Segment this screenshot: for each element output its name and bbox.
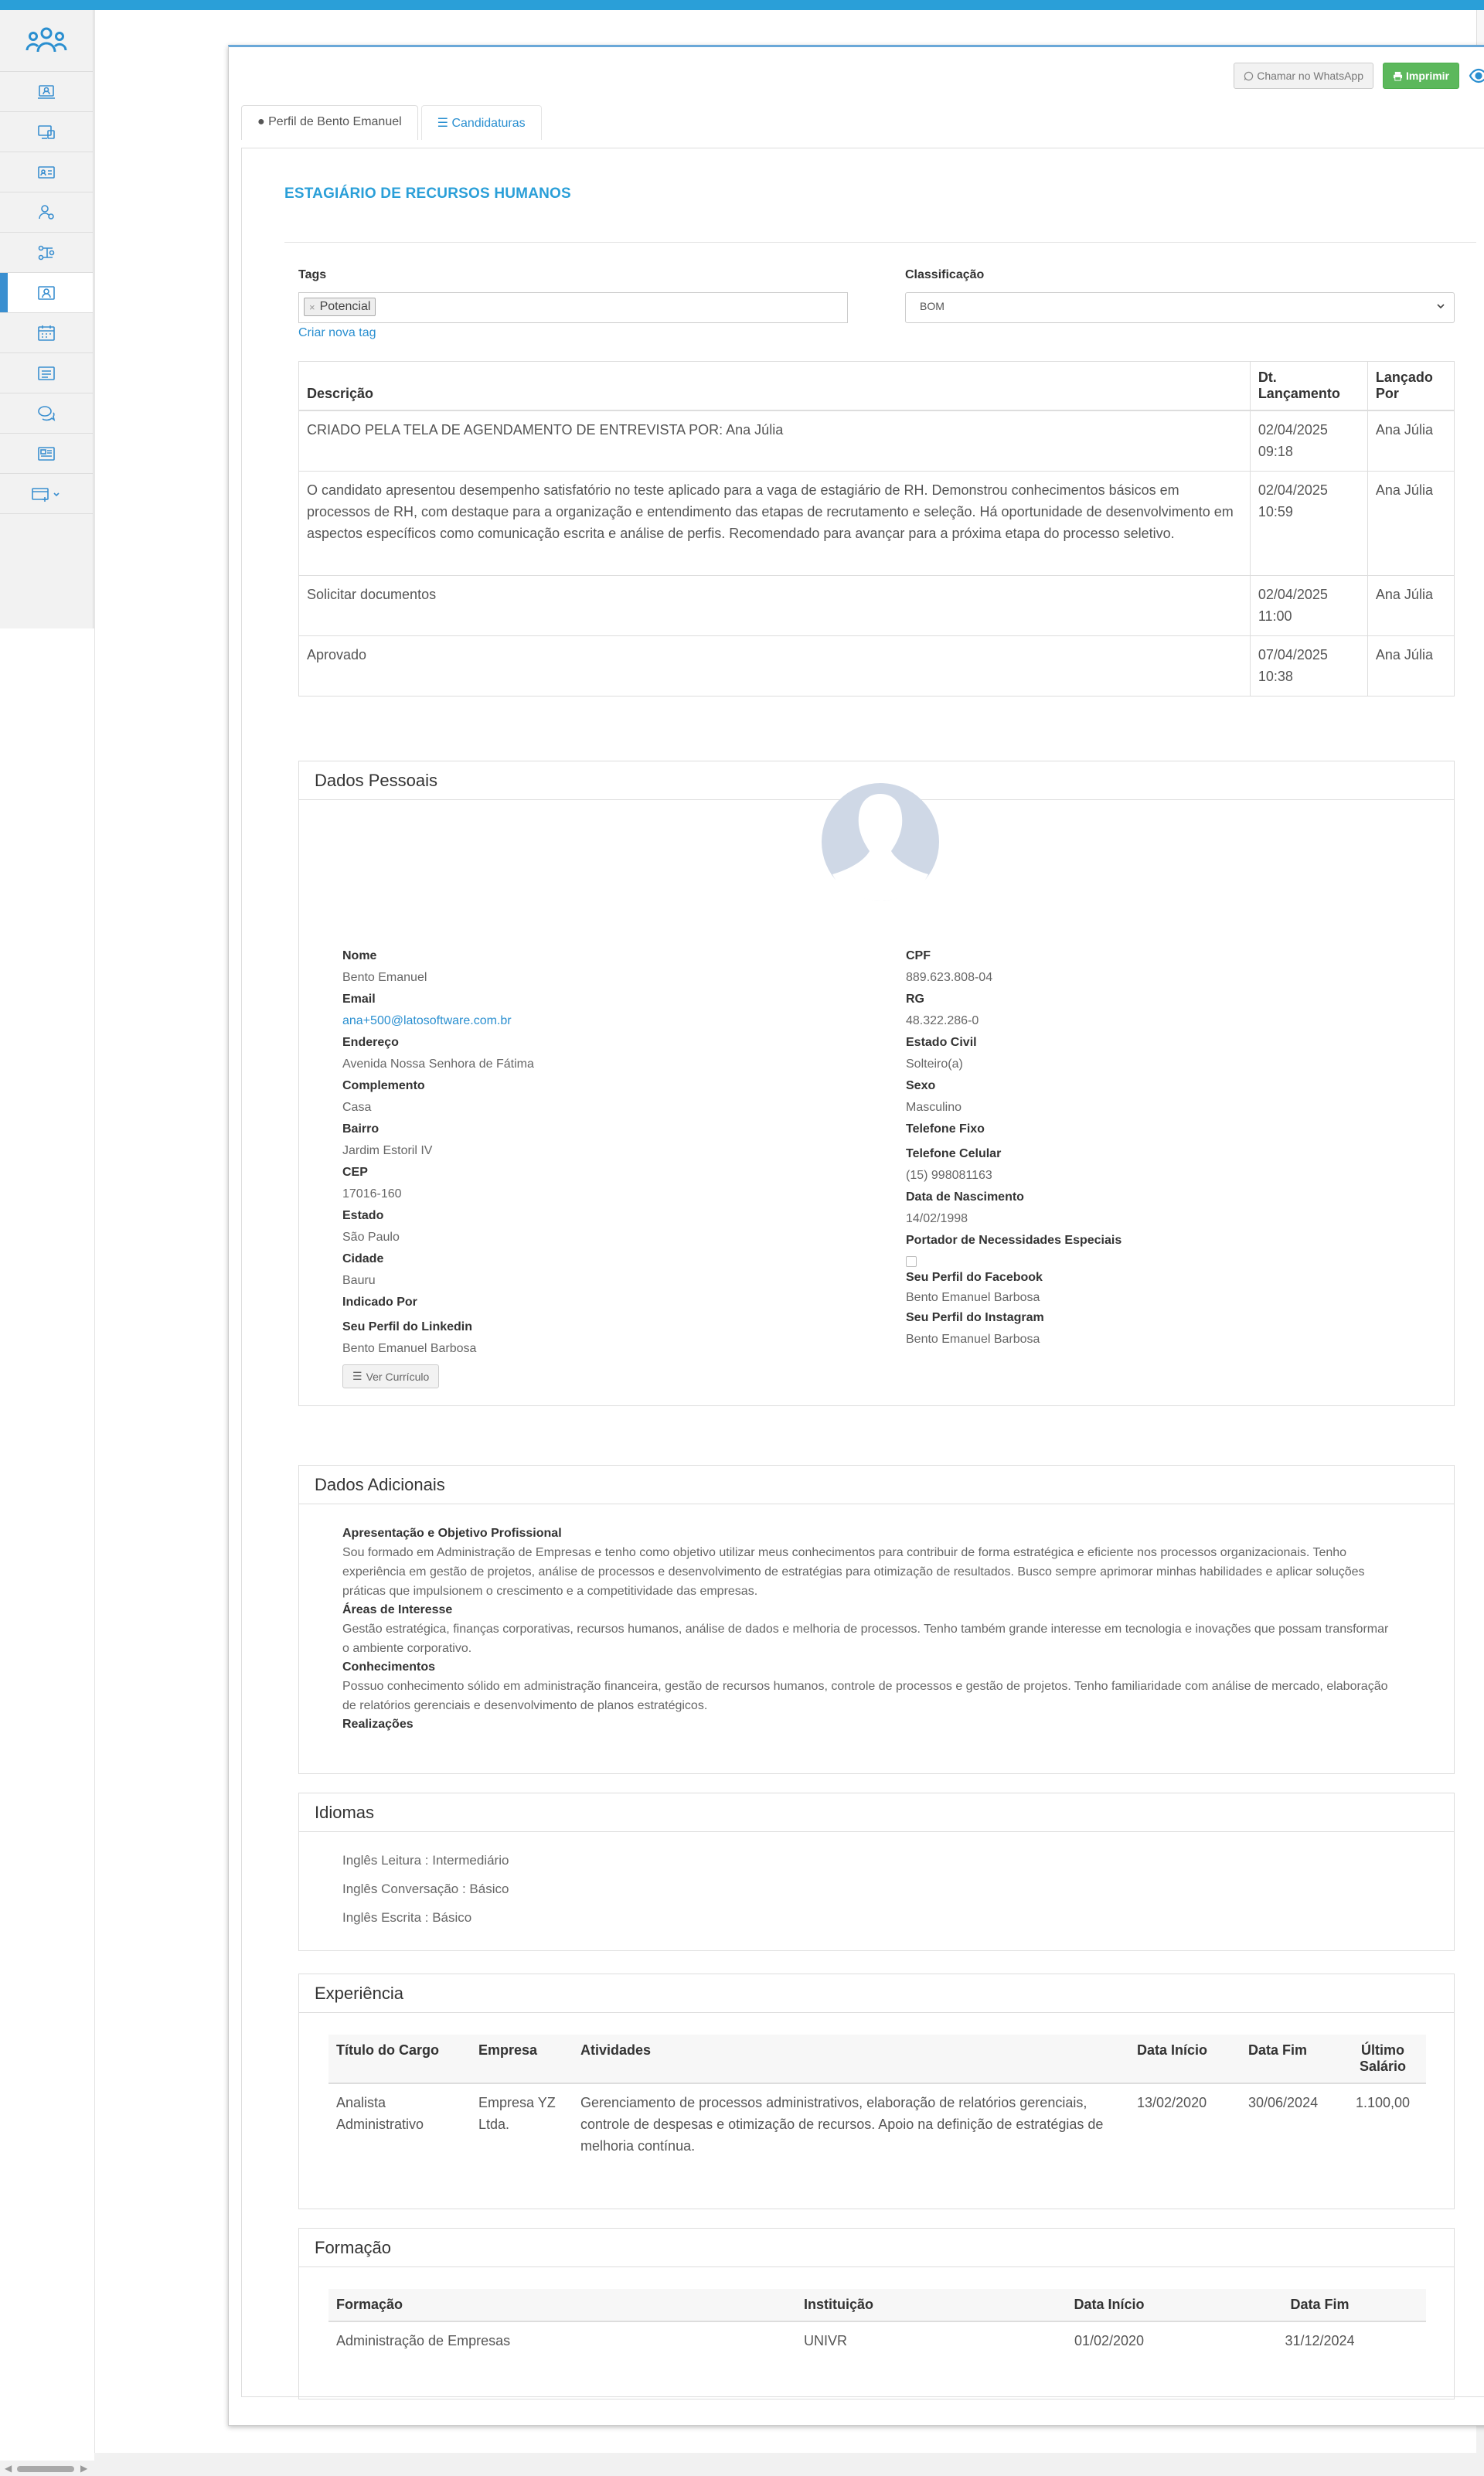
gender-label: Sexo <box>906 1079 936 1092</box>
exp-company: Empresa YZ Ltda. <box>478 2095 556 2132</box>
notes-table <box>298 361 1455 696</box>
sidebar-item-9[interactable] <box>0 393 93 434</box>
note-author: Ana Júlia <box>1367 410 1454 471</box>
exp-end: 30/06/2024 <box>1248 2095 1319 2110</box>
note-author: Ana Júlia <box>1367 471 1454 575</box>
candidate-card-icon <box>36 283 56 303</box>
knowledge-label: Conhecimentos <box>342 1660 436 1674</box>
remove-tag-icon[interactable]: × <box>309 301 315 313</box>
toolbar <box>1234 63 1484 89</box>
note-description: Solicitar documentos <box>299 575 1251 635</box>
col-salary: Último Salário <box>1339 2035 1426 2083</box>
col-by: Lançado Por <box>1367 362 1454 411</box>
col-end: Data Fim <box>1213 2289 1426 2321</box>
email-label: Email <box>342 993 376 1006</box>
experience-table <box>328 2035 1426 2164</box>
additional-content <box>342 1524 1394 1734</box>
exp-salary: 1.100,00 <box>1355 2095 1411 2110</box>
address-label: Endereço <box>342 1036 399 1049</box>
name-label: Nome <box>342 949 377 962</box>
personal-right-column <box>906 947 1447 1352</box>
app-logo[interactable] <box>0 10 93 72</box>
name-value: Bento Emanuel <box>342 971 427 984</box>
birthdate-value: 14/02/1998 <box>906 1212 968 1225</box>
col-description: Descrição <box>299 362 1251 411</box>
exp-job-title: Analista Administrativo <box>336 2095 424 2132</box>
flow-icon <box>36 243 56 263</box>
zip-label: CEP <box>342 1166 368 1179</box>
print-button[interactable] <box>1383 63 1459 89</box>
gallery-icon <box>36 444 56 464</box>
sidebar-item-6[interactable] <box>0 273 93 313</box>
address-value: Avenida Nossa Senhora de Fátima <box>342 1057 534 1071</box>
user-settings-icon <box>36 203 56 223</box>
linkedin-label: Seu Perfil do Linkedin <box>342 1320 473 1333</box>
list-item: Inglês Conversação : Básico <box>342 1882 509 1896</box>
users-logo-icon <box>26 26 67 56</box>
facebook-label: Seu Perfil do Facebook <box>906 1271 1043 1284</box>
print-label: Imprimir <box>1405 70 1449 82</box>
col-start: Data Início <box>1129 2035 1241 2083</box>
additional-data-section <box>298 1465 1455 1774</box>
experience-section <box>298 1974 1455 2209</box>
eye-icon[interactable] <box>1469 66 1484 86</box>
birthdate-label: Data de Nascimento <box>906 1190 1024 1204</box>
tabs <box>241 105 542 140</box>
note-author: Ana Júlia <box>1367 635 1454 696</box>
cpf-label: CPF <box>906 949 931 962</box>
content-area <box>94 10 1476 2453</box>
chevron-down-icon <box>1435 301 1446 312</box>
table-row <box>328 2083 1426 2164</box>
personal-data-section <box>298 761 1455 1406</box>
table-row <box>299 575 1455 635</box>
referred-label: Indicado Por <box>342 1296 417 1309</box>
printer-icon <box>1393 71 1403 81</box>
chat-icon <box>36 404 56 424</box>
calendar-icon <box>36 323 56 343</box>
profile-panel <box>241 148 1484 2397</box>
note-description: O candidato apresentou desempenho satisfatório no teste aplicado para a vaga de estagiário de RH. Demonstrou conhecimentos básicos em processos de RH, com destaque para a organização e entendimento das etapas de recrutamento e seleção. Há oportunidade de desenvolvimento em aspectos específicos como comunicação escrita e análise de perfis. Recomendado para avançar para a próxima etapa do processo seletivo. <box>299 471 1251 575</box>
view-resume-label: Ver Currículo <box>366 1370 430 1383</box>
marital-label: Estado Civil <box>906 1036 977 1049</box>
instagram-value: Bento Emanuel Barbosa <box>906 1333 1040 1346</box>
tab-applications[interactable] <box>421 105 542 140</box>
exp-activities: Gerenciamento de processos administrativos, elaboração de relatórios gerenciais, controle de despesas e otimização de recursos. Apoio na definição de estratégias de melhoria contínua. <box>580 2095 1104 2154</box>
job-title: ESTAGIÁRIO DE RECURSOS HUMANOS <box>284 186 571 202</box>
tab-profile-label: Perfil de Bento Emanuel <box>268 115 402 128</box>
edu-degree: Administração de Empresas <box>336 2333 511 2348</box>
list-icon <box>36 363 56 383</box>
gender-value: Masculino <box>906 1101 962 1114</box>
sidebar-item-11[interactable] <box>0 474 93 514</box>
avatar <box>822 783 939 901</box>
top-bar <box>0 0 1484 10</box>
create-tag-link[interactable]: Criar nova tag <box>298 326 376 339</box>
languages-section <box>298 1793 1455 1951</box>
tag-chip-label: Potencial <box>319 300 371 313</box>
note-author: Ana Júlia <box>1367 575 1454 635</box>
sidebar-item-4[interactable] <box>0 192 93 233</box>
col-company: Empresa <box>471 2035 573 2083</box>
col-activities: Atividades <box>573 2035 1129 2083</box>
list-icon: ☰ <box>437 117 449 130</box>
languages-list <box>342 1846 509 1932</box>
section-title: Idiomas <box>299 1793 1454 1832</box>
whatsapp-icon <box>1244 71 1254 81</box>
sidebar-item-10[interactable] <box>0 434 93 474</box>
col-end: Data Fim <box>1241 2035 1339 2083</box>
list-item: Inglês Leitura : Intermediário <box>342 1853 509 1868</box>
cpf-value: 889.623.808-04 <box>906 971 993 984</box>
col-institution: Instituição <box>796 2289 1005 2321</box>
exp-start: 13/02/2020 <box>1137 2095 1207 2110</box>
candidate-card <box>228 45 1484 2426</box>
left-gutter <box>0 628 94 2476</box>
achievements-label: Realizações <box>342 1718 414 1731</box>
tab-profile[interactable] <box>241 105 418 140</box>
instagram-label: Seu Perfil do Instagram <box>906 1311 1044 1324</box>
edu-start: 01/02/2020 <box>1074 2333 1145 2348</box>
section-title: Formação <box>299 2229 1454 2267</box>
user-icon: ● <box>257 115 265 128</box>
note-date: 02/04/2025 11:00 <box>1250 575 1367 635</box>
landline-label: Telefone Fixo <box>906 1122 985 1136</box>
facebook-value: Bento Emanuel Barbosa <box>906 1291 1040 1304</box>
special-needs-label: Portador de Necessidades Especiais <box>906 1234 1122 1247</box>
classification-label: Classificação <box>905 268 985 281</box>
horizontal-scrollbar[interactable] <box>0 2461 94 2476</box>
complement-value: Casa <box>342 1101 372 1114</box>
sidebar-item-8[interactable] <box>0 353 93 393</box>
interests-label: Áreas de Interesse <box>342 1603 453 1616</box>
mobile-label: Telefone Celular <box>906 1147 1002 1160</box>
tags-input[interactable] <box>298 292 848 323</box>
scroll-thumb[interactable] <box>17 2466 74 2472</box>
special-needs-checkbox[interactable] <box>906 1256 917 1267</box>
personal-left-column <box>342 947 883 1388</box>
screen-icon <box>36 122 56 142</box>
sidebar <box>0 10 94 628</box>
note-date: 02/04/2025 09:18 <box>1250 410 1367 471</box>
marital-value: Solteiro(a) <box>906 1057 963 1071</box>
email-link[interactable]: ana+500@latosoftware.com.br <box>342 1014 512 1027</box>
col-start: Data Início <box>1005 2289 1213 2321</box>
tags-label: Tags <box>298 268 327 281</box>
zip-value: 17016-160 <box>342 1187 402 1201</box>
objective-label: Apresentação e Objetivo Profissional <box>342 1527 562 1540</box>
note-description: CRIADO PELA TELA DE AGENDAMENTO DE ENTREVISTA POR: Ana Júlia <box>299 410 1251 471</box>
state-value: São Paulo <box>342 1231 400 1244</box>
table-row <box>328 2321 1426 2359</box>
sidebar-item-7[interactable] <box>0 313 93 353</box>
tab-applications-label: Candidaturas <box>451 117 526 130</box>
whatsapp-label: Chamar no WhatsApp <box>1257 70 1363 82</box>
note-date: 02/04/2025 10:59 <box>1250 471 1367 575</box>
classification-select[interactable] <box>905 292 1455 323</box>
id-card-icon <box>36 162 56 182</box>
sidebar-item-1[interactable] <box>0 72 93 112</box>
state-label: Estado <box>342 1209 384 1222</box>
col-degree: Formação <box>328 2289 796 2321</box>
scroll-left-icon[interactable]: ◀ <box>5 2463 12 2474</box>
list-icon: ☰ <box>352 1370 362 1382</box>
note-description: Aprovado <box>299 635 1251 696</box>
note-date: 07/04/2025 10:38 <box>1250 635 1367 696</box>
section-title: Dados Pessoais <box>299 761 1454 800</box>
rg-label: RG <box>906 993 924 1006</box>
edu-end: 31/12/2024 <box>1285 2333 1355 2348</box>
sidebar-item-5[interactable] <box>0 233 93 273</box>
table-row <box>299 410 1455 471</box>
city-label: Cidade <box>342 1252 384 1265</box>
scroll-right-icon[interactable]: ▶ <box>80 2463 88 2474</box>
sidebar-item-2[interactable] <box>0 112 93 152</box>
edu-institution: UNIVR <box>804 2333 848 2348</box>
section-title: Dados Adicionais <box>299 1466 1454 1504</box>
knowledge-value: Possuo conhecimento sólido em administração financeira, gestão de recursos humanos, controle de processos e gestão de projetos. Tenho familiaridade com análise de mercado, elaboração de relatórios gerenciais e desenvolvimento de planos estratégicos. <box>342 1680 1388 1712</box>
sidebar-item-3[interactable] <box>0 152 93 192</box>
rg-value: 48.322.286-0 <box>906 1014 979 1027</box>
col-date: Dt. Lançamento <box>1250 362 1367 411</box>
objective-value: Sou formado em Administração de Empresas e tenho como objetivo utilizar meus conhecimentos para contribuir de forma estratégica e eficiente nos processos organizacionais. Tenho experiência em gestão de projetos, análise de processos e desenvolvimento de estratégias para otimização de resultados. Busco sempre aprimorar minhas habilidades e aplicar soluções práticas que impulsionem o crescimento e a competitividade das empresas. <box>342 1546 1365 1598</box>
education-table <box>328 2289 1426 2359</box>
tag-chip[interactable] <box>304 298 376 316</box>
whatsapp-button[interactable] <box>1234 63 1373 89</box>
complement-label: Complemento <box>342 1079 425 1092</box>
city-value: Bauru <box>342 1274 376 1287</box>
classification-value: BOM <box>920 300 945 312</box>
education-section <box>298 2228 1455 2399</box>
interests-value: Gestão estratégica, finanças corporativas, recursos humanos, análise de dados e melhoria de processos. Tenho também grande interesse em tecnologia e inovações que possam transformar o ambiente corporativo. <box>342 1623 1389 1655</box>
monitor-user-icon <box>36 82 56 102</box>
table-row <box>299 635 1455 696</box>
district-label: Bairro <box>342 1122 380 1136</box>
card-dropdown-icon <box>31 484 62 504</box>
section-title: Experiência <box>299 1974 1454 2013</box>
table-row <box>299 471 1455 575</box>
mobile-value: (15) 998081163 <box>906 1169 992 1182</box>
linkedin-value: Bento Emanuel Barbosa <box>342 1342 477 1355</box>
list-item: Inglês Escrita : Básico <box>342 1910 472 1925</box>
district-value: Jardim Estoril IV <box>342 1144 433 1157</box>
col-job-title: Título do Cargo <box>328 2035 471 2083</box>
divider <box>284 242 1476 243</box>
view-resume-button[interactable] <box>342 1364 439 1388</box>
